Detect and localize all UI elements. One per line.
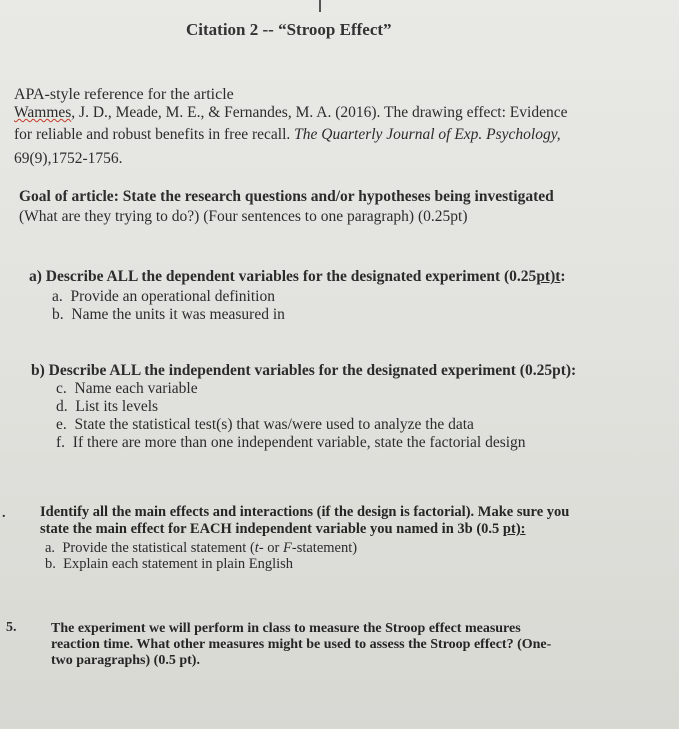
list-item: [45, 556, 293, 573]
apa-first-author: Wammes: [14, 104, 72, 121]
list-item-text: -statement): [291, 540, 358, 556]
list-item: [52, 306, 285, 324]
apa-line-2-text: for reliable and robust benefits in free recall.: [14, 126, 295, 143]
list-item: [56, 380, 198, 398]
list-marker: a.: [45, 540, 56, 556]
goal-heading: Goal of article: State the research questions and/or hypotheses being investigated: [19, 188, 554, 205]
section-b-heading: b) Describe ALL the independent variables for the designated experiment (0.25pt):: [31, 362, 577, 379]
list-marker: d.: [56, 398, 68, 415]
list-item: [45, 540, 357, 557]
list-item-text: State the statistical test(s) that was/were used to analyze the data: [74, 416, 474, 433]
section-4-line-2-text: state the main effect for EACH independent variable you named in 3b (0.5: [40, 521, 503, 537]
list-item: [56, 416, 474, 434]
list-item: [56, 434, 526, 452]
list-marker: a.: [52, 288, 63, 305]
apa-line-2: [14, 126, 561, 144]
section-5-line-3: two paragraphs) (0.5 pt).: [51, 653, 200, 668]
list-item-text: Provide an operational definition: [70, 288, 275, 305]
list-item: [56, 398, 158, 416]
list-item: [52, 288, 275, 306]
apa-line-3: 69(9),1752-1756.: [14, 150, 123, 167]
list-item-text: If there are more than one independent variable, state the factorial design: [72, 434, 526, 451]
goal-subtext: (What are they trying to do?) (Four sentences to one paragraph) (0.25pt): [19, 208, 468, 225]
list-item-text: Name the units it was measured in: [71, 306, 285, 323]
section-a-colon: :: [560, 268, 566, 285]
list-marker: b.: [52, 306, 64, 323]
section-4-line-2: [40, 521, 526, 538]
list-marker: c.: [56, 380, 67, 397]
section-a-heading: [29, 268, 566, 286]
page-edge-mark: [319, 0, 321, 12]
list-marker: f.: [56, 434, 66, 451]
list-item-text: Name each variable: [74, 380, 198, 397]
section-4-number: .: [2, 506, 6, 521]
section-a-heading-text: a) Describe ALL the dependent variables for the designated experiment (0.25: [29, 268, 537, 285]
f-symbol: F: [283, 540, 292, 556]
page-title: Citation 2 -- “Stroop Effect”: [186, 20, 392, 39]
apa-line-1: [14, 104, 567, 122]
section-4-line-1: Identify all the main effects and interactions (if the design is factorial). Make sure you: [40, 504, 570, 520]
list-item-text: Provide the statistical statement (: [62, 540, 255, 556]
list-item-text: - or: [258, 540, 283, 556]
section-a-points: pt)t: [536, 268, 561, 285]
t-symbol: t: [254, 540, 259, 556]
list-item-text: Explain each statement in plain English: [63, 556, 294, 572]
apa-journal: The Quarterly Journal of Exp. Psychology,: [294, 126, 561, 143]
section-4-colon: :: [520, 521, 526, 537]
section-5-number: 5.: [6, 620, 17, 635]
list-item-text: List its levels: [75, 398, 159, 415]
section-5-line-1: The experiment we will perform in class to measure the Stroop effect measures: [51, 621, 521, 636]
apa-heading: APA-style reference for the article: [14, 86, 234, 103]
section-4-points: pt): [502, 521, 521, 537]
list-marker: e.: [56, 416, 67, 433]
list-marker: b.: [45, 556, 56, 572]
apa-line-1-rest: , J. D., Meade, M. E., & Fernandes, M. A. (2016). The drawing effect: Evidence: [71, 104, 568, 121]
section-5-line-2: reaction time. What other measures might be used to assess the Stroop effect? (One-: [51, 637, 552, 652]
